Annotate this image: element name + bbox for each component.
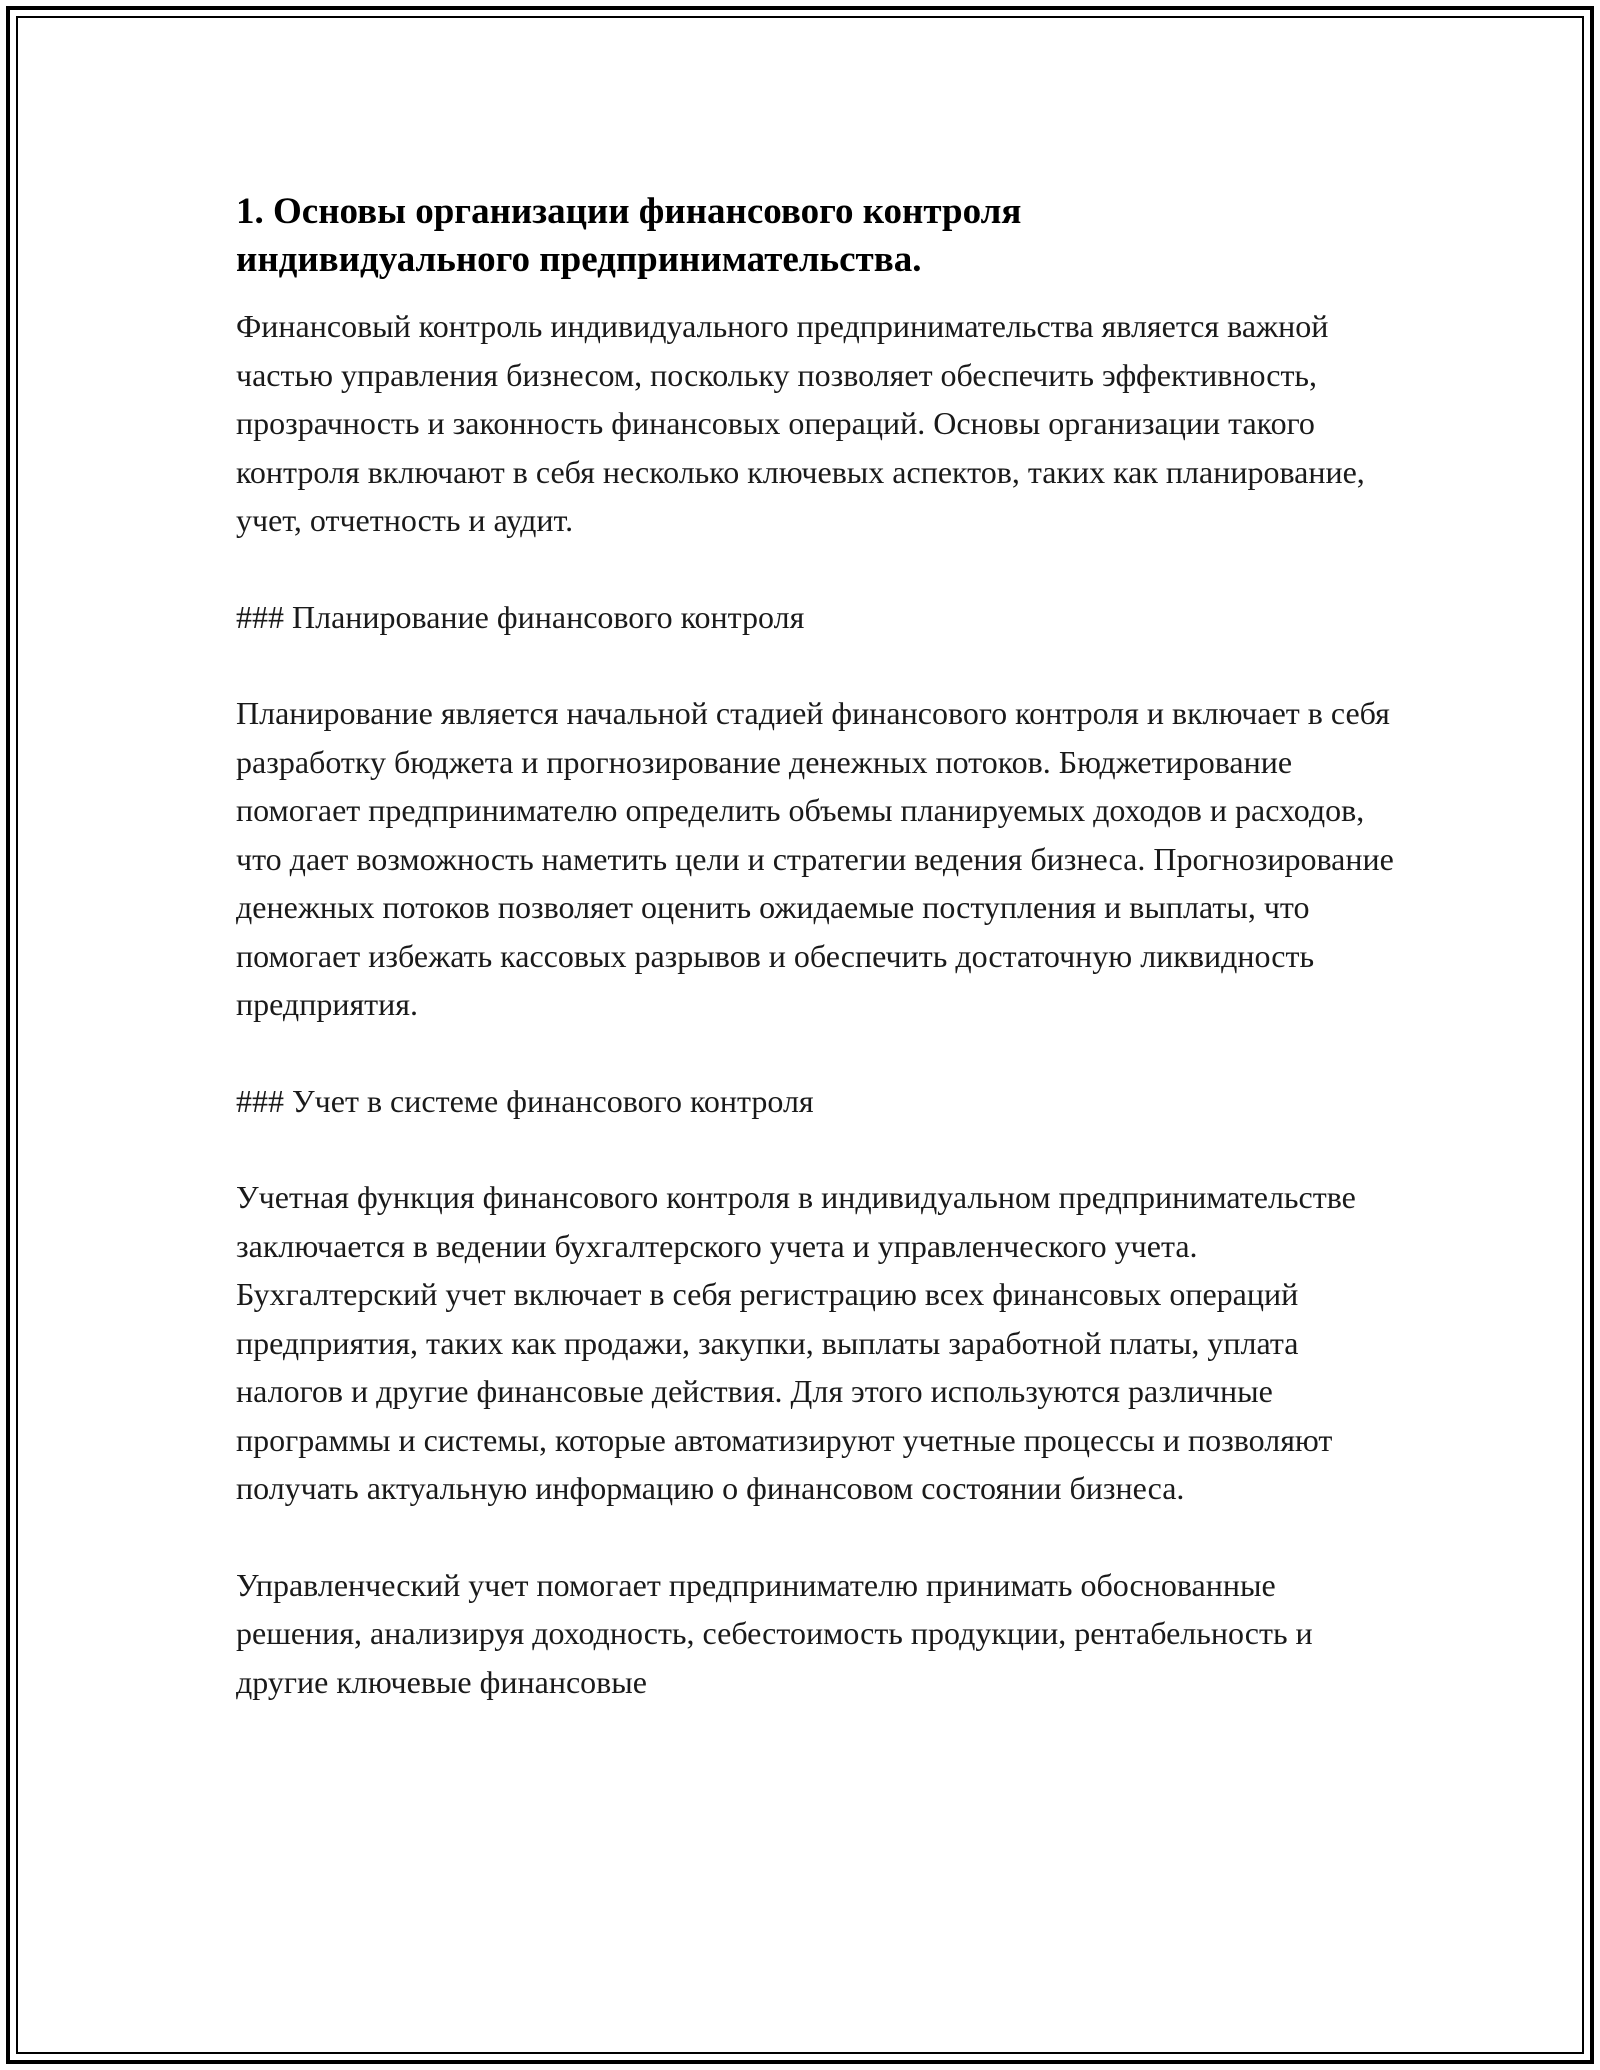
subheading-planning: ### Планирование финансового контроля [236, 598, 805, 635]
paragraph-intro: Финансовый контроль индивидуального предпринимательства является важной частью управления бизнесом, поскольку позволяет обеспечить эффективность, прозрачность и законность финансовых операций. Основы организации такого контроля включают в себя несколько ключевых аспектов, таких как планирование, учет, отчетность и аудит. [236, 308, 1365, 538]
document-body [236, 188, 1406, 1706]
document-title [236, 188, 1406, 284]
paragraph-planning: Планирование является начальной стадией финансового контроля и включает в себя разработку бюджета и прогнозирование денежных потоков. Бюджетирование помогает предпринимателю определить объемы планируемых доходов и расходов, что дает возможность наметить цели и стратегии ведения бизнеса. Прогнозирование денежных потоков позволяет оценить ожидаемые поступления и выплаты, что помогает избежать кассовых разрывов и обеспечить достаточную ликвидность предприятия. [236, 695, 1394, 1022]
document-title-line-1: 1. Основы организации финансового контроля [236, 191, 1022, 232]
paragraph-management-accounting: Управленческий учет помогает предпринимателю принимать обоснованные решения, анализируя доходность, себестоимость продукции, рентабельность и другие ключевые финансовые [236, 1566, 1313, 1700]
paragraph-accounting: Учетная функция финансового контроля в индивидуальном предпринимательстве заключается в ведении бухгалтерского учета и управленческого учета. Бухгалтерский учет включает в себя регистрацию всех финансовых операций предприятия, таких как продажи, закупки, выплаты заработной платы, уплата налогов и другие финансовые действия. Для этого используются различные программы и системы, которые автоматизируют учетные процессы и позволяют получать актуальную информацию о финансовом состоянии бизнеса. [236, 1179, 1356, 1506]
subheading-accounting: ### Учет в системе финансового контроля [236, 1082, 814, 1119]
document-title-line-2: индивидуального предпринимательства. [236, 239, 922, 280]
